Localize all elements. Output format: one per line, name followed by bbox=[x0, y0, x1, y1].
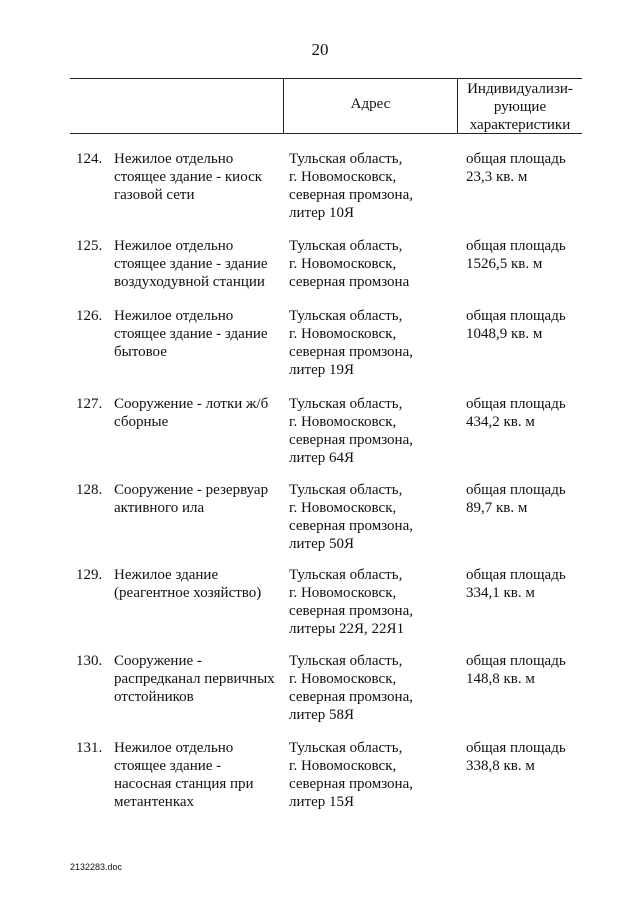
object-name-line: Нежилое здание bbox=[114, 567, 219, 583]
object-address-line: г. Новомосковск, bbox=[289, 326, 397, 342]
object-characteristics-line: 338,8 кв. м bbox=[466, 758, 535, 774]
object-name-line: метантенках bbox=[114, 794, 195, 810]
object-characteristics-line: общая площадь bbox=[466, 396, 566, 412]
object-name-line: насосная станция при bbox=[114, 776, 254, 792]
object-characteristics-line: общая площадь bbox=[466, 567, 566, 583]
object-name-line: воздуходувной станции bbox=[114, 274, 265, 290]
object-address-line: г. Новомосковск, bbox=[289, 585, 397, 601]
object-name-line: Нежилое отдельно bbox=[114, 740, 234, 756]
object-name bbox=[114, 739, 284, 811]
object-name bbox=[114, 237, 284, 291]
object-address-line: литер 64Я bbox=[289, 450, 354, 466]
row-number: 129. bbox=[76, 567, 103, 583]
object-characteristics-line: 1526,5 кв. м bbox=[466, 256, 543, 272]
object-name-line: стоящее здание - здание bbox=[114, 326, 268, 342]
object-name-line: Нежилое отдельно bbox=[114, 151, 234, 167]
object-characteristics bbox=[466, 237, 601, 273]
object-address-line: северная промзона, bbox=[289, 344, 413, 360]
object-characteristics-line: 434,2 кв. м bbox=[466, 414, 535, 430]
row-number: 124. bbox=[76, 151, 103, 167]
object-characteristics bbox=[466, 739, 601, 775]
object-address-line: северная промзона, bbox=[289, 603, 413, 619]
object-characteristics-line: 23,3 кв. м bbox=[466, 169, 528, 185]
object-characteristics bbox=[466, 481, 601, 517]
object-address-line: северная промзона bbox=[289, 274, 410, 290]
object-name-line: распредканал первичных bbox=[114, 671, 275, 687]
object-characteristics-line: общая площадь bbox=[466, 653, 566, 669]
object-name-line: Нежилое отдельно bbox=[114, 308, 234, 324]
object-address-line: литер 15Я bbox=[289, 794, 354, 810]
header-top-rule bbox=[70, 78, 582, 79]
object-address bbox=[289, 566, 459, 638]
object-address-line: литер 19Я bbox=[289, 362, 354, 378]
object-name bbox=[114, 307, 284, 361]
row-number: 130. bbox=[76, 653, 103, 669]
object-address-line: г. Новомосковск, bbox=[289, 758, 397, 774]
object-address-line: г. Новомосковск, bbox=[289, 256, 397, 272]
object-address bbox=[289, 481, 459, 553]
object-characteristics bbox=[466, 395, 601, 431]
object-characteristics-line: 148,8 кв. м bbox=[466, 671, 535, 687]
object-name-line: отстойников bbox=[114, 689, 194, 705]
object-characteristics-line: 334,1 кв. м bbox=[466, 585, 535, 601]
object-name-line: (реагентное хозяйство) bbox=[114, 585, 262, 601]
object-name-line: стоящее здание - bbox=[114, 758, 222, 774]
object-name-line: стоящее здание - киоск bbox=[114, 169, 263, 185]
object-address-line: литер 10Я bbox=[289, 205, 354, 221]
object-address-line: Тульская область, bbox=[289, 308, 403, 324]
object-address bbox=[289, 395, 459, 467]
object-name-line: Сооружение - bbox=[114, 653, 202, 669]
object-characteristics-line: общая площадь bbox=[466, 482, 566, 498]
object-name-line: стоящее здание - здание bbox=[114, 256, 268, 272]
object-name bbox=[114, 150, 284, 204]
object-address-line: литеры 22Я, 22Я1 bbox=[289, 621, 405, 637]
object-address bbox=[289, 237, 459, 291]
header-characteristics bbox=[458, 80, 582, 134]
object-address bbox=[289, 150, 459, 222]
object-address-line: Тульская область, bbox=[289, 653, 403, 669]
row-number: 127. bbox=[76, 396, 103, 412]
object-address-line: северная промзона, bbox=[289, 776, 413, 792]
object-name bbox=[114, 566, 284, 602]
object-address bbox=[289, 307, 459, 379]
header-characteristics-line: характеристики bbox=[469, 117, 571, 133]
header-bottom-rule bbox=[70, 133, 582, 134]
object-characteristics-line: общая площадь bbox=[466, 151, 566, 167]
object-address-line: г. Новомосковск, bbox=[289, 671, 397, 687]
object-address-line: Тульская область, bbox=[289, 740, 403, 756]
object-address-line: г. Новомосковск, bbox=[289, 500, 397, 516]
page-number: 20 bbox=[311, 40, 329, 59]
table-header bbox=[70, 78, 582, 134]
object-name-line: бытовое bbox=[114, 344, 167, 360]
object-characteristics-line: общая площадь bbox=[466, 308, 566, 324]
object-characteristics-line: 1048,9 кв. м bbox=[466, 326, 543, 342]
object-name bbox=[114, 652, 284, 706]
object-address-line: Тульская область, bbox=[289, 567, 403, 583]
object-characteristics bbox=[466, 652, 601, 688]
document-filename: 2132283.doc bbox=[70, 862, 123, 872]
object-address-line: Тульская область, bbox=[289, 396, 403, 412]
object-address-line: северная промзона, bbox=[289, 518, 413, 534]
object-address-line: литер 50Я bbox=[289, 536, 354, 552]
object-address-line: северная промзона, bbox=[289, 187, 413, 203]
header-characteristics-line: Индивидуализи- bbox=[467, 81, 573, 97]
object-address bbox=[289, 652, 459, 724]
row-number: 126. bbox=[76, 308, 103, 324]
object-name-line: Нежилое отдельно bbox=[114, 238, 234, 254]
row-number: 131. bbox=[76, 740, 103, 756]
header-characteristics-line: рующие bbox=[493, 99, 547, 115]
object-address-line: северная промзона, bbox=[289, 432, 413, 448]
object-address-line: литер 58Я bbox=[289, 707, 354, 723]
object-name-line: активного ила bbox=[114, 500, 205, 516]
object-address-line: Тульская область, bbox=[289, 151, 403, 167]
row-number: 128. bbox=[76, 482, 103, 498]
object-characteristics-line: общая площадь bbox=[466, 238, 566, 254]
object-address-line: г. Новомосковск, bbox=[289, 169, 397, 185]
object-characteristics-line: 89,7 кв. м bbox=[466, 500, 528, 516]
object-characteristics bbox=[466, 150, 601, 186]
object-address-line: г. Новомосковск, bbox=[289, 414, 397, 430]
object-address bbox=[289, 739, 459, 811]
object-address-line: Тульская область, bbox=[289, 482, 403, 498]
object-name bbox=[114, 395, 284, 431]
object-characteristics bbox=[466, 307, 601, 343]
object-characteristics bbox=[466, 566, 601, 602]
object-name-line: сборные bbox=[114, 414, 169, 430]
header-address: Адрес bbox=[350, 96, 391, 112]
object-address-line: Тульская область, bbox=[289, 238, 403, 254]
object-name-line: Сооружение - лотки ж/б bbox=[114, 396, 269, 412]
object-characteristics-line: общая площадь bbox=[466, 740, 566, 756]
object-address-line: северная промзона, bbox=[289, 689, 413, 705]
object-name bbox=[114, 481, 284, 517]
object-name-line: Сооружение - резервуар bbox=[114, 482, 269, 498]
object-name-line: газовой сети bbox=[114, 187, 195, 203]
row-number: 125. bbox=[76, 238, 103, 254]
